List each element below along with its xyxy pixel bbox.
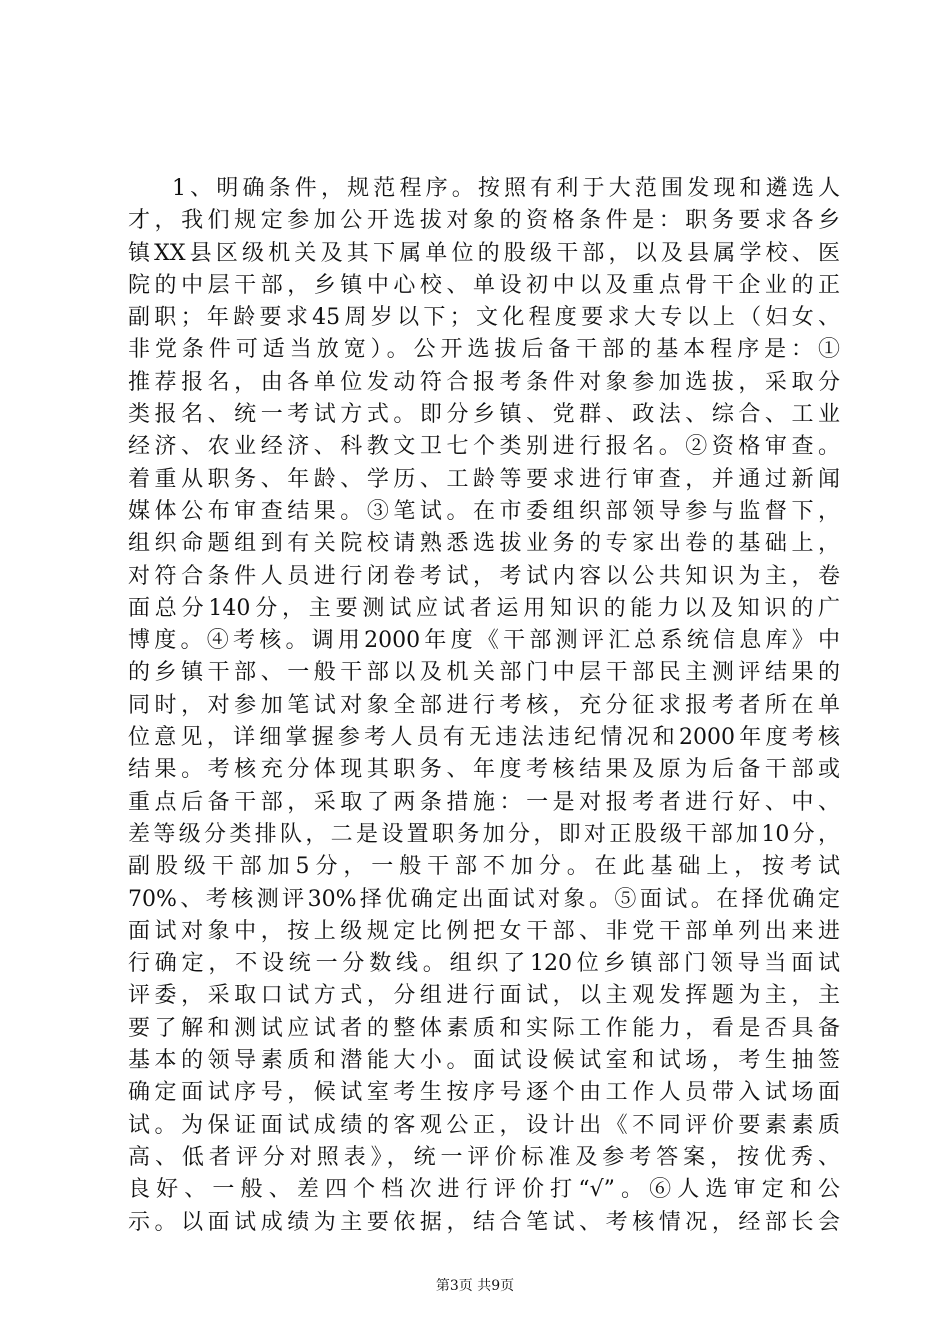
text-line: 1、明确条件，规范程序。按照有利于大范围发现和遴选人: [172, 176, 840, 201]
text-line: 高、低者评分对照表》，统一评价标准及参考答案，按优秀、: [128, 1144, 840, 1170]
text-line: 确定面试序号，候试室考生按序号逐个由工作人员带入试场面: [128, 1080, 840, 1106]
text-line: 要了解和测试应试者的整体素质和实际工作能力，看是否具备: [128, 1015, 840, 1041]
text-line: 结果。考核充分体现其职务、年度考核结果及原为后备干部或: [128, 757, 840, 783]
text-line: 对符合条件人员进行闭卷考试，考试内容以公共知识为主，卷: [128, 563, 840, 589]
text-line: 70%、考核测评30%择优确定出面试对象。⑤面试。在择优确定: [128, 886, 840, 912]
text-line: 面总分140分，主要测试应试者运用知识的能力以及知识的广: [128, 595, 840, 621]
text-line: 试。为保证面试成绩的客观公正，设计出《不同评价要素素质: [128, 1112, 840, 1138]
text-line: 基本的领导素质和潜能大小。面试设候试室和试场，考生抽签: [128, 1048, 840, 1074]
text-line: 类报名、统一考试方式。即分乡镇、党群、政法、综合、工业: [128, 402, 840, 428]
text-line: 媒体公布审查结果。③笔试。在市委组织部领导参与监督下，: [128, 498, 840, 524]
text-line: 位意见，详细掌握参考人员有无违法违纪情况和2000年度考核: [128, 725, 840, 751]
text-line: 镇XX县区级机关及其下属单位的股级干部，以及县属学校、医: [128, 240, 840, 266]
text-line: 副职；年龄要求45周岁以下；文化程度要求大专以上（妇女、: [128, 305, 840, 331]
text-line: 的乡镇干部、一般干部以及机关部门中层干部民主测评结果的: [128, 660, 840, 686]
text-line: 经济、农业经济、科教文卫七个类别进行报名。②资格审查。: [128, 434, 840, 460]
text-line: 博度。④考核。调用2000年度《干部测评汇总系统信息库》中: [128, 628, 840, 654]
text-line: 副股级干部加5分，一般干部不加分。在此基础上，按考试: [128, 854, 840, 880]
text-line: 才，我们规定参加公开选拔对象的资格条件是：职务要求各乡: [128, 208, 840, 234]
body-paragraph: [128, 173, 840, 1239]
text-line: 着重从职务、年龄、学历、工龄等要求进行审查，并通过新闻: [128, 466, 840, 492]
text-line: 院的中层干部，乡镇中心校、单设初中以及重点骨干企业的正: [128, 272, 840, 298]
page-footer: 第3页 共9页: [435, 1278, 515, 1294]
text-line: 非党条件可适当放宽）。公开选拔后备干部的基本程序是：①: [128, 337, 840, 363]
text-line: 面试对象中，按上级规定比例把女干部、非党干部单列出来进: [128, 918, 840, 944]
text-line: 示。以面试成绩为主要依据，结合笔试、考核情况，经部长会: [128, 1209, 840, 1235]
text-line: 行确定，不设统一分数线。组织了120位乡镇部门领导当面试: [128, 951, 840, 977]
text-line: 推荐报名，由各单位发动符合报考条件对象参加选拔，采取分: [128, 369, 840, 395]
text-line: 良好、一般、差四个档次进行评价打“√”。⑥人选审定和公: [128, 1177, 840, 1203]
text-line: 同时，对参加笔试对象全部进行考核，充分征求报考者所在单: [128, 692, 840, 718]
text-line: 重点后备干部，采取了两条措施：一是对报考者进行好、中、: [128, 789, 840, 815]
text-line: 组织命题组到有关院校请熟悉选拔业务的专家出卷的基础上，: [128, 531, 840, 557]
text-line: 评委，采取口试方式，分组进行面试，以主观发挥题为主，主: [128, 983, 840, 1009]
text-line: 差等级分类排队，二是设置职务加分，即对正股级干部加10分，: [128, 821, 840, 847]
